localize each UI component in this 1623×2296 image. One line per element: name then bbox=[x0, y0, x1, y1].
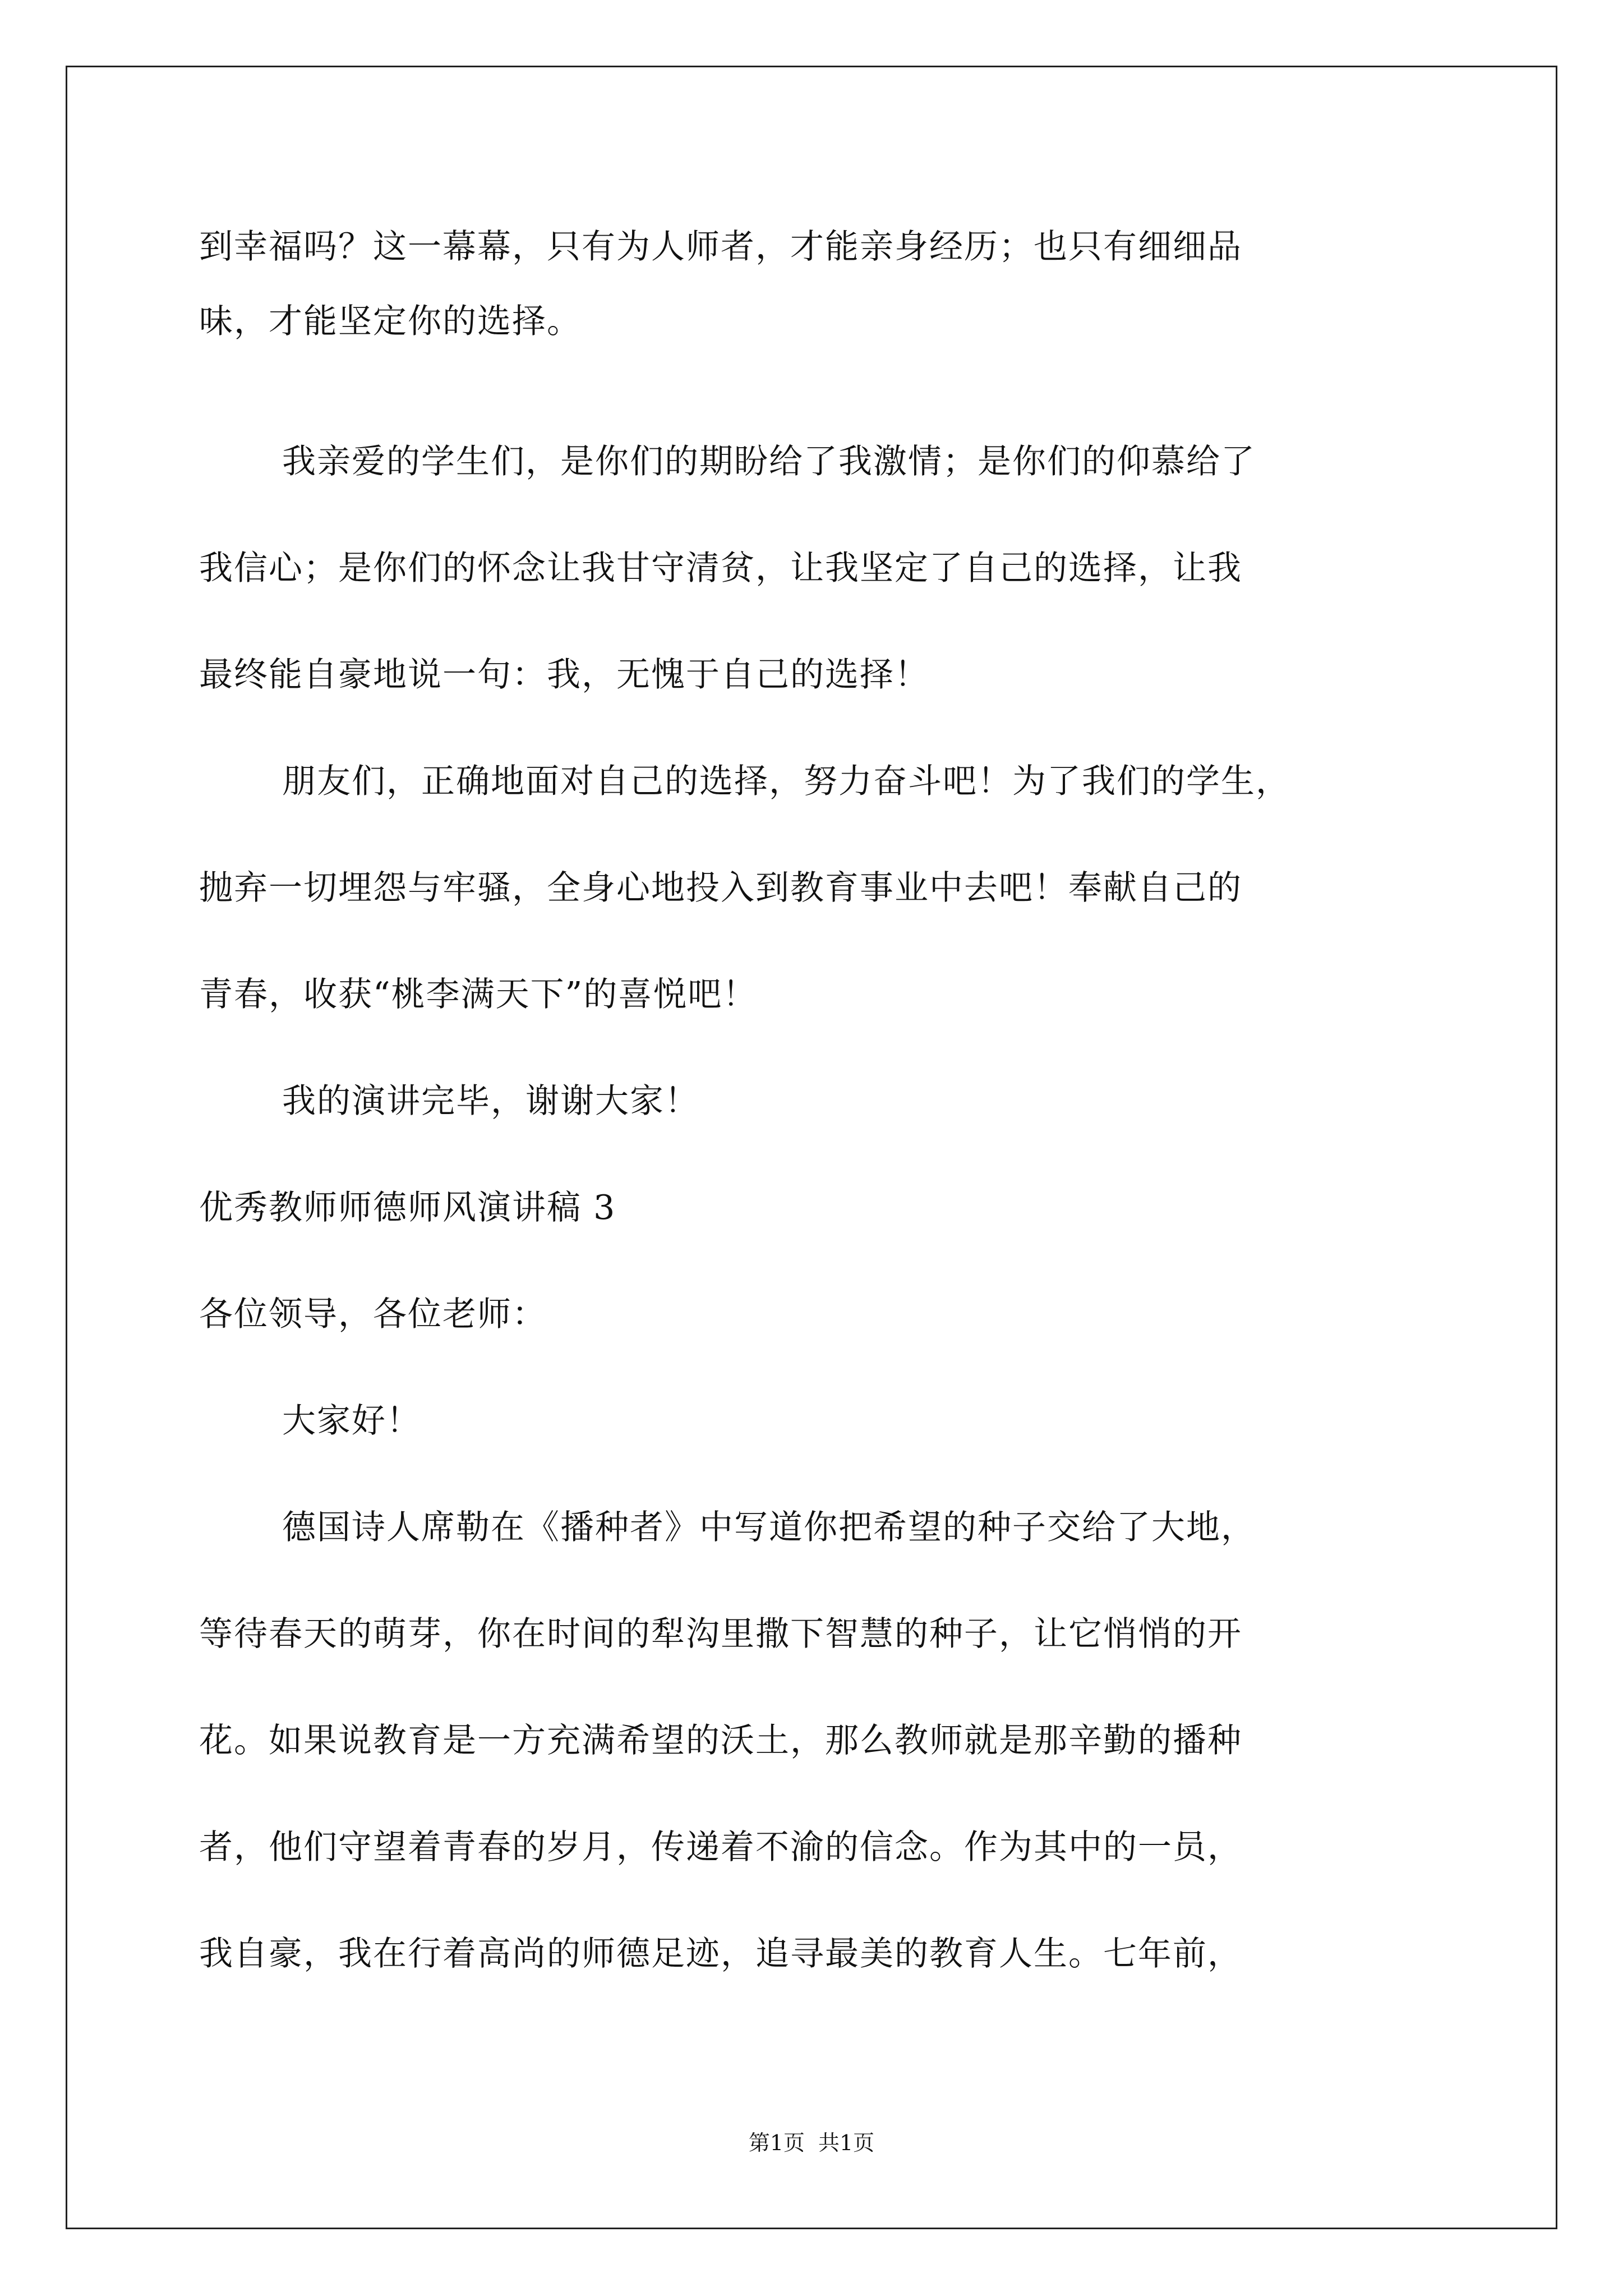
page-total: 共1页 bbox=[818, 2131, 875, 2155]
page-number: 第1页 bbox=[748, 2131, 805, 2155]
paragraph-line: 我亲爱的学生们，是你们的期盼给了我激情；是你们的仰慕给了 bbox=[282, 442, 1256, 481]
paragraph-line: 味，才能坚定你的选择。 bbox=[199, 302, 582, 341]
paragraph-line: 花。如果说教育是一方充满希望的沃土，那么教师就是那辛勤的播种 bbox=[199, 1721, 1242, 1760]
paragraph-line: 最终能自豪地说一句：我，无愧于自己的选择！ bbox=[199, 655, 929, 694]
greeting: 大家好！ bbox=[282, 1401, 421, 1441]
paragraph-line: 我信心；是你们的怀念让我甘守清贫，让我坚定了自己的选择，让我 bbox=[199, 549, 1242, 588]
paragraph-line: 德国诗人席勒在《播种者》中写道你把希望的种子交给了大地， bbox=[282, 1508, 1256, 1547]
paragraph-line: 抛弃一切埋怨与牢骚，全身心地投入到教育事业中去吧！奉献自己的 bbox=[199, 868, 1242, 908]
paragraph-line: 我的演讲完毕，谢谢大家！ bbox=[282, 1082, 699, 1121]
page-border bbox=[66, 66, 1557, 2229]
salutation: 各位领导，各位老师： bbox=[199, 1295, 547, 1334]
paragraph-line: 者，他们守望着青春的岁月，传递着不渝的信念。作为其中的一员， bbox=[199, 1828, 1242, 1867]
paragraph-line: 青春，收获“桃李满天下”的喜悦吧！ bbox=[199, 975, 758, 1014]
paragraph-line: 朋友们，正确地面对自己的选择，努力奋斗吧！为了我们的学生， bbox=[282, 762, 1290, 801]
paragraph-line: 等待春天的萌芽，你在时间的犁沟里撒下智慧的种子，让它悄悄的开 bbox=[199, 1614, 1242, 1654]
page-footer bbox=[0, 2129, 1623, 2157]
paragraph-line: 到幸福吗？这一幕幕，只有为人师者，才能亲身经历；也只有细细品 bbox=[199, 227, 1242, 266]
paragraph-line: 我自豪，我在行着高尚的师德足迹，追寻最美的教育人生。七年前， bbox=[199, 1934, 1242, 1973]
section-title: 优秀教师师德师风演讲稿 3 bbox=[199, 1188, 616, 1227]
